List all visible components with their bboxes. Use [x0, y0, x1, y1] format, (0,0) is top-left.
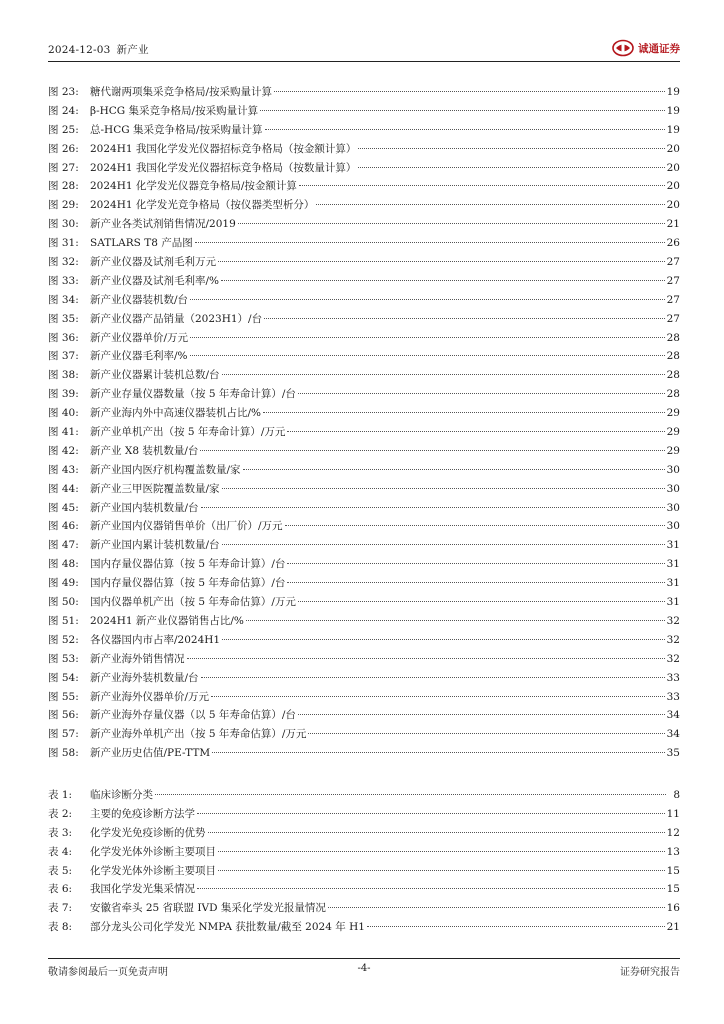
table-entry-page: 8	[673, 789, 680, 801]
figure-entry-label: 图 40:	[48, 407, 79, 420]
figure-entry[interactable]	[48, 443, 680, 462]
figure-entry-label: 图 28:	[48, 180, 79, 193]
table-list	[48, 787, 680, 938]
dot-leader	[308, 733, 664, 734]
figure-entry-title: 新产业海内外中高速仪器装机占比/%	[90, 407, 262, 420]
dot-leader	[287, 431, 664, 432]
figure-entry-title: 新产业存量仪器数量（按 5 年寿命计算）/台	[90, 388, 296, 401]
table-entry-page: 11	[666, 807, 680, 820]
footer-divider	[48, 958, 680, 959]
figure-entry[interactable]	[48, 405, 680, 424]
figure-entry-title: 新产业仪器单价/万元	[90, 331, 189, 344]
figure-entry[interactable]	[48, 556, 680, 575]
figure-entry-label: 图 56:	[48, 709, 79, 722]
dot-leader	[208, 832, 665, 833]
figure-entry-label: 图 55:	[48, 690, 79, 703]
figure-entry-title: 新产业各类试剂销售情况/2019	[90, 218, 236, 231]
dot-leader	[298, 393, 665, 394]
figure-entry[interactable]	[48, 330, 680, 349]
figure-entry-title: 2024H1 我国化学发光仪器招标竞争格局（按数量计算）	[90, 161, 357, 174]
report-type: 证券研究报告	[620, 967, 680, 978]
figure-entry-label: 图 51:	[48, 614, 79, 627]
table-entry-label: 表 5:	[48, 864, 73, 877]
figure-entry-page: 28	[666, 350, 680, 363]
figure-entry-title: 新产业 X8 装机数量/台	[90, 444, 199, 457]
table-entry[interactable]	[48, 825, 680, 844]
table-entry[interactable]	[48, 900, 680, 919]
figure-entry-label: 图 45:	[48, 501, 79, 514]
figure-entry-title: β-HCG 集采竞争格局/按采购量计算	[90, 104, 259, 117]
dot-leader	[299, 185, 665, 186]
dot-leader	[274, 91, 665, 92]
dot-leader	[190, 355, 665, 356]
table-entry[interactable]	[48, 881, 680, 900]
figure-entry-title: 总-HCG 集采竞争格局/按采购量计算	[90, 123, 263, 136]
figure-entry-title: 各仪器国内市占率/2024H1	[90, 633, 221, 646]
figure-entry-title: 糖代谢两项集采竞争格局/按采购量计算	[90, 86, 273, 98]
dot-leader	[222, 639, 665, 640]
figure-entry[interactable]	[48, 178, 680, 197]
figure-entry-label: 图 38:	[48, 369, 79, 382]
figure-entry-title: 新产业国内累计装机数量/台	[90, 539, 220, 552]
table-entry-page: 15	[666, 883, 680, 896]
figure-entry-label: 图 37:	[48, 350, 79, 363]
table-entry-page: 12	[666, 826, 680, 839]
figure-entry[interactable]	[48, 235, 680, 254]
table-entry-title: 化学发光体外诊断主要项目	[90, 864, 216, 877]
figure-entry-page: 29	[666, 407, 680, 420]
figure-entry-page: 20	[666, 199, 680, 212]
dot-leader	[243, 469, 665, 470]
figure-entry-title: 国内存量仪器估算（按 5 年寿命估算）/台	[90, 577, 286, 590]
dot-leader	[195, 242, 665, 243]
figure-entry-page: 31	[666, 558, 680, 571]
figure-entry-label: 图 32:	[48, 256, 79, 269]
figure-entry-page: 27	[666, 274, 680, 287]
figure-entry-page: 35	[666, 747, 680, 760]
dot-leader	[200, 450, 664, 451]
figure-entry[interactable]	[48, 386, 680, 405]
figure-entry-page: 19	[666, 104, 680, 117]
figure-entry-label: 图 35:	[48, 312, 79, 325]
figure-entry-title: 新产业历史估值/PE-TTM	[90, 747, 211, 760]
page-header	[48, 36, 680, 60]
figure-entry-title: 新产业海外单机产出（按 5 年寿命估算）/万元	[90, 728, 307, 741]
table-entry-title: 安徽省牵头 25 省联盟 IVD 集采化学发光报量情况	[90, 902, 326, 915]
disclaimer-note: 敬请参阅最后一页免责声明	[48, 967, 168, 978]
figure-entry-page: 28	[666, 331, 680, 344]
figure-entry-page: 27	[666, 256, 680, 269]
figure-entry-page: 19	[666, 86, 680, 98]
figure-entry-title: 2024H1 新产业仪器销售占比/%	[90, 614, 244, 627]
dot-leader	[285, 525, 665, 526]
figure-entry-label: 图 46:	[48, 520, 79, 533]
table-entry-label: 表 8:	[48, 921, 73, 934]
figure-entry-label: 图 52:	[48, 633, 79, 646]
page-number: -4-	[357, 963, 371, 974]
figure-entry-page: 31	[666, 596, 680, 609]
company-logo	[612, 36, 680, 60]
dot-leader	[265, 129, 665, 130]
table-entry[interactable]	[48, 863, 680, 882]
figure-entry[interactable]	[48, 613, 680, 632]
figure-entry-page: 20	[666, 142, 680, 155]
figure-entry-title: 新产业仪器及试剂毛利万元	[90, 256, 216, 269]
table-entry-title: 化学发光体外诊断主要项目	[90, 845, 216, 858]
dot-leader	[197, 888, 665, 889]
table-entry-label: 表 1:	[48, 789, 73, 801]
figure-entry-title: 新产业仪器产品销量（2023H1）/台	[90, 312, 263, 325]
table-entry-label: 表 6:	[48, 883, 73, 896]
figure-entry-label: 图 49:	[48, 577, 79, 590]
dot-leader	[264, 318, 665, 319]
figure-entry[interactable]	[48, 348, 680, 367]
dot-leader	[221, 280, 665, 281]
dot-leader	[358, 167, 664, 168]
figure-entry-page: 30	[666, 501, 680, 514]
figure-entry-page: 28	[666, 369, 680, 382]
figure-entry-label: 图 42:	[48, 444, 79, 457]
dot-leader	[263, 412, 665, 413]
table-entry-title: 临床诊断分类	[90, 789, 153, 801]
dot-leader	[238, 223, 665, 224]
figure-entry-title: 新产业三甲医院覆盖数量/家	[90, 482, 220, 495]
figure-entry-page: 29	[666, 444, 680, 457]
figure-entry[interactable]	[48, 707, 680, 726]
figure-entry-page: 29	[666, 426, 680, 439]
figure-entry-title: 新产业单机产出（按 5 年寿命计算）/万元	[90, 426, 286, 439]
figure-entry-label: 图 43:	[48, 463, 79, 476]
table-entry-page: 13	[666, 845, 680, 858]
figure-entry-label: 图 41:	[48, 426, 79, 439]
dot-leader	[201, 677, 665, 678]
figure-entry-label: 图 58:	[48, 747, 79, 760]
dot-leader	[155, 794, 666, 795]
table-entry-title: 我国化学发光集采情况	[90, 883, 195, 896]
table-entry-label: 表 4:	[48, 845, 73, 858]
figure-entry-page: 33	[666, 690, 680, 703]
figure-entry-page: 31	[666, 539, 680, 552]
figure-entry-title: 新产业仪器及试剂毛利率/%	[90, 274, 220, 287]
figure-entry-page: 20	[666, 161, 680, 174]
report-date: 2024-12-03	[48, 44, 111, 56]
figure-entry-label: 图 54:	[48, 671, 79, 684]
figure-entry-page: 20	[666, 180, 680, 193]
figure-entry-label: 图 44:	[48, 482, 79, 495]
figure-entry-title: 新产业海外存量仪器（以 5 年寿命估算）/台	[90, 709, 296, 722]
figure-entry-label: 图 31:	[48, 237, 79, 250]
figure-entry-label: 图 24:	[48, 104, 79, 117]
figure-entry-title: 国内仪器单机产出（按 5 年寿命估算）/万元	[90, 596, 296, 609]
figure-entry[interactable]	[48, 197, 680, 216]
figure-entry-label: 图 23:	[48, 86, 79, 98]
figure-entry-title: 新产业海外装机数量/台	[90, 671, 199, 684]
figure-entry-label: 图 47:	[48, 539, 79, 552]
figure-entry-title: 新产业国内医疗机构覆盖数量/家	[90, 463, 241, 476]
dot-leader	[190, 337, 665, 338]
dot-leader	[260, 110, 665, 111]
table-entry[interactable]	[48, 919, 680, 938]
table-entry-label: 表 2:	[48, 807, 73, 820]
figure-entry-page: 30	[666, 520, 680, 533]
table-entry-label: 表 3:	[48, 826, 73, 839]
figure-entry[interactable]	[48, 216, 680, 235]
dot-leader	[287, 582, 664, 583]
figure-entry[interactable]	[48, 424, 680, 443]
figure-entry-page: 34	[666, 728, 680, 741]
figure-entry-page: 32	[666, 633, 680, 646]
report-industry: 新产业	[116, 44, 149, 56]
figure-entry[interactable]	[48, 84, 680, 103]
figure-list	[48, 84, 680, 764]
figure-entry-title: 新产业海外销售情况	[90, 652, 185, 665]
figure-entry-title: 新产业仪器毛利率/%	[90, 350, 188, 363]
figure-entry-label: 图 48:	[48, 558, 79, 571]
figure-entry-title: SATLARS T8 产品图	[90, 237, 193, 250]
figure-entry-label: 图 50:	[48, 596, 79, 609]
figure-entry-label: 图 29:	[48, 199, 79, 212]
figure-entry[interactable]	[48, 689, 680, 708]
figure-entry-page: 31	[666, 577, 680, 590]
figure-entry[interactable]	[48, 273, 680, 292]
figure-entry[interactable]	[48, 292, 680, 311]
figure-entry-label: 图 53:	[48, 652, 79, 665]
figure-entry[interactable]	[48, 367, 680, 386]
figure-entry-page: 26	[666, 237, 680, 250]
figure-entry[interactable]	[48, 311, 680, 330]
logo-emblem-icon	[612, 39, 634, 57]
figure-entry[interactable]	[48, 254, 680, 273]
logo-text: 诚通证券	[638, 42, 680, 55]
dot-leader	[218, 261, 665, 262]
dot-leader	[197, 813, 665, 814]
dot-leader	[190, 299, 665, 300]
dot-leader	[358, 148, 664, 149]
figure-entry-page: 27	[666, 293, 680, 306]
figure-entry[interactable]	[48, 122, 680, 141]
figure-entry[interactable]	[48, 632, 680, 651]
figure-entry-label: 图 34:	[48, 293, 79, 306]
dot-leader	[367, 926, 665, 927]
figure-entry-label: 图 39:	[48, 388, 79, 401]
table-entry[interactable]	[48, 787, 680, 806]
table-entry-title: 部分龙头公司化学发光 NMPA 获批数量/截至 2024 年 H1	[90, 921, 365, 934]
figure-entry[interactable]	[48, 500, 680, 519]
figure-entry-label: 图 36:	[48, 331, 79, 344]
table-entry[interactable]	[48, 806, 680, 825]
dot-leader	[218, 870, 665, 871]
header-divider	[48, 61, 680, 62]
dot-leader	[187, 658, 665, 659]
figure-entry-page: 21	[666, 218, 680, 231]
dot-leader	[316, 204, 664, 205]
figure-entry-label: 图 30:	[48, 218, 79, 231]
figure-entry-title: 2024H1 化学发光竞争格局（按仪器类型析分）	[90, 199, 315, 212]
figure-entry-title: 新产业国内仪器销售单价（出厂价）/万元	[90, 520, 283, 533]
dot-leader	[222, 488, 665, 489]
figure-entry-page: 30	[666, 482, 680, 495]
table-entry-page: 15	[666, 864, 680, 877]
dot-leader	[246, 620, 665, 621]
table-entry[interactable]	[48, 844, 680, 863]
figure-entry-title: 2024H1 化学发光仪器竞争格局/按金额计算	[90, 180, 297, 193]
figure-entry[interactable]	[48, 481, 680, 500]
figure-entry-label: 图 57:	[48, 728, 79, 741]
dot-leader	[211, 696, 665, 697]
figure-entry-page: 30	[666, 463, 680, 476]
table-entry-title: 主要的免疫诊断方法学	[90, 807, 195, 820]
figure-entry[interactable]	[48, 518, 680, 537]
header-info	[48, 42, 149, 57]
figure-entry-title: 新产业国内装机数量/台	[90, 501, 199, 514]
figure-entry[interactable]	[48, 670, 680, 689]
figure-entry-page: 32	[666, 652, 680, 665]
figure-entry-page: 27	[666, 312, 680, 325]
figure-entry-page: 34	[666, 709, 680, 722]
dot-leader	[222, 544, 665, 545]
figure-entry-page: 19	[666, 123, 680, 136]
figure-entry[interactable]	[48, 575, 680, 594]
figure-entry-label: 图 33:	[48, 274, 79, 287]
dot-leader	[298, 601, 665, 602]
figure-entry-page: 33	[666, 671, 680, 684]
table-entry-page: 16	[666, 902, 680, 915]
figure-entry-title: 新产业海外仪器单价/万元	[90, 690, 210, 703]
dot-leader	[298, 714, 665, 715]
figure-entry-label: 图 26:	[48, 142, 79, 155]
figure-entry-page: 32	[666, 614, 680, 627]
figure-entry[interactable]	[48, 462, 680, 481]
figure-entry[interactable]	[48, 160, 680, 179]
table-entry-label: 表 7:	[48, 902, 73, 915]
figure-entry[interactable]	[48, 594, 680, 613]
figure-entry-title: 新产业仪器累计装机总数/台	[90, 369, 220, 382]
dot-leader	[222, 374, 665, 375]
figure-entry[interactable]	[48, 103, 680, 122]
figure-entry[interactable]	[48, 537, 680, 556]
dot-leader	[328, 907, 665, 908]
figure-entry[interactable]	[48, 651, 680, 670]
dot-leader	[218, 851, 665, 852]
table-entry-page: 21	[666, 921, 680, 934]
figure-entry-page: 28	[666, 388, 680, 401]
figure-entry-label: 图 27:	[48, 161, 79, 174]
figure-entry-title: 新产业仪器装机数/台	[90, 293, 189, 306]
figure-entry[interactable]	[48, 141, 680, 160]
table-entry-title: 化学发光免疫诊断的优势	[90, 826, 206, 839]
dot-leader	[201, 507, 665, 508]
figure-entry[interactable]	[48, 726, 680, 745]
figure-entry-title: 2024H1 我国化学发光仪器招标竞争格局（按金额计算）	[90, 142, 357, 155]
dot-leader	[287, 563, 664, 564]
figure-entry-label: 图 25:	[48, 123, 79, 136]
figure-entry[interactable]	[48, 745, 680, 764]
dot-leader	[212, 752, 665, 753]
figure-entry-title: 国内存量仪器估算（按 5 年寿命计算）/台	[90, 558, 286, 571]
